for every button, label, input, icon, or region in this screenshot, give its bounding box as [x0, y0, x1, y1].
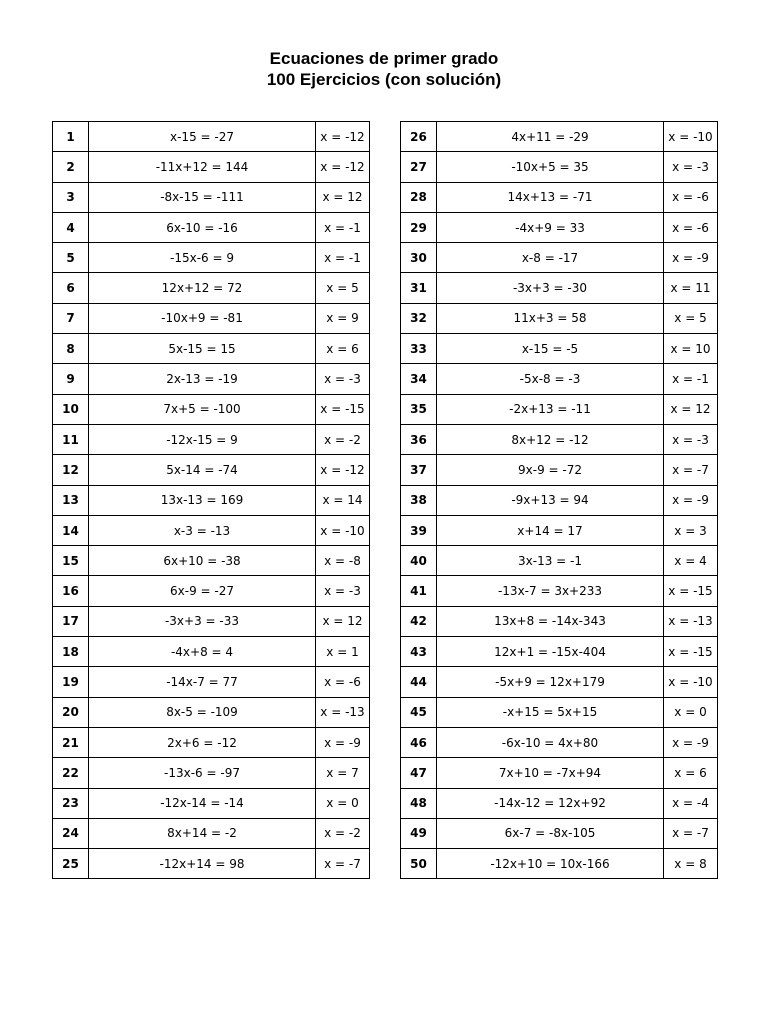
exercise-equation: -2x+13 = -11 [437, 394, 664, 424]
exercise-solution: x = 8 [664, 849, 718, 879]
exercise-number: 18 [53, 637, 89, 667]
exercise-equation: 8x-5 = -109 [89, 697, 316, 727]
exercise-equation: 6x+10 = -38 [89, 546, 316, 576]
exercise-equation: 2x-13 = -19 [89, 364, 316, 394]
exercise-solution: x = 6 [316, 334, 370, 364]
exercise-row [401, 697, 718, 727]
exercise-solution: x = -3 [664, 424, 718, 454]
exercise-solution: x = -1 [316, 212, 370, 242]
exercise-solution: x = -7 [316, 849, 370, 879]
exercise-number: 33 [401, 334, 437, 364]
exercise-row [53, 727, 370, 757]
exercise-table-right [400, 121, 718, 879]
exercise-equation: -12x-14 = -14 [89, 788, 316, 818]
exercise-number: 20 [53, 697, 89, 727]
exercise-number: 12 [53, 455, 89, 485]
exercise-number: 21 [53, 727, 89, 757]
exercise-row [53, 455, 370, 485]
exercise-solution: x = 9 [316, 303, 370, 333]
exercise-number: 10 [53, 394, 89, 424]
exercise-equation: 6x-7 = -8x-105 [437, 818, 664, 848]
exercise-solution: x = -7 [664, 818, 718, 848]
exercise-number: 37 [401, 455, 437, 485]
exercise-number: 19 [53, 667, 89, 697]
exercise-number: 23 [53, 788, 89, 818]
exercise-row [53, 212, 370, 242]
exercise-solution: x = -9 [664, 485, 718, 515]
exercise-equation: 13x-13 = 169 [89, 485, 316, 515]
exercise-solution: x = 5 [664, 303, 718, 333]
exercise-row [53, 303, 370, 333]
exercise-number: 14 [53, 515, 89, 545]
exercise-number: 30 [401, 243, 437, 273]
exercise-solution: x = -9 [664, 727, 718, 757]
exercise-number: 44 [401, 667, 437, 697]
exercise-table-body [401, 122, 718, 879]
exercise-equation: 7x+10 = -7x+94 [437, 758, 664, 788]
title-line-1: Ecuaciones de primer grado [269, 49, 499, 68]
exercise-equation: 5x-15 = 15 [89, 334, 316, 364]
exercise-equation: 2x+6 = -12 [89, 727, 316, 757]
exercise-number: 17 [53, 606, 89, 636]
exercise-equation: 8x+14 = -2 [89, 818, 316, 848]
exercise-number: 46 [401, 727, 437, 757]
exercise-solution: x = -3 [316, 576, 370, 606]
exercise-equation: 5x-14 = -74 [89, 455, 316, 485]
exercise-number: 8 [53, 334, 89, 364]
exercise-solution: x = 3 [664, 515, 718, 545]
exercise-number: 13 [53, 485, 89, 515]
exercise-row [401, 849, 718, 879]
exercise-table-left [52, 121, 370, 879]
exercise-row [401, 485, 718, 515]
exercise-equation: -14x-12 = 12x+92 [437, 788, 664, 818]
exercise-row [401, 455, 718, 485]
exercise-solution: x = -8 [316, 546, 370, 576]
exercise-equation: 13x+8 = -14x-343 [437, 606, 664, 636]
exercise-number: 29 [401, 212, 437, 242]
exercise-number: 26 [401, 122, 437, 152]
exercise-row [401, 606, 718, 636]
exercise-number: 40 [401, 546, 437, 576]
exercise-solution: x = 4 [664, 546, 718, 576]
exercise-number: 15 [53, 546, 89, 576]
exercise-equation: -12x+10 = 10x-166 [437, 849, 664, 879]
exercise-equation: x-15 = -5 [437, 334, 664, 364]
exercise-solution: x = -1 [664, 364, 718, 394]
exercise-equation: -12x+14 = 98 [89, 849, 316, 879]
exercise-row [401, 788, 718, 818]
exercise-row [53, 424, 370, 454]
exercise-equation: -5x+9 = 12x+179 [437, 667, 664, 697]
exercise-solution: x = 12 [316, 182, 370, 212]
exercise-equation: -x+15 = 5x+15 [437, 697, 664, 727]
exercise-row [401, 667, 718, 697]
exercise-number: 1 [53, 122, 89, 152]
exercise-number: 42 [401, 606, 437, 636]
exercise-equation: 11x+3 = 58 [437, 303, 664, 333]
exercise-solution: x = -3 [316, 364, 370, 394]
exercise-solution: x = -10 [316, 515, 370, 545]
exercise-equation: -3x+3 = -33 [89, 606, 316, 636]
exercise-equation: -11x+12 = 144 [89, 152, 316, 182]
exercise-number: 16 [53, 576, 89, 606]
exercise-equation: -15x-6 = 9 [89, 243, 316, 273]
exercise-row [53, 334, 370, 364]
exercise-number: 6 [53, 273, 89, 303]
exercise-row [401, 364, 718, 394]
exercise-equation: 9x-9 = -72 [437, 455, 664, 485]
exercise-row [401, 758, 718, 788]
exercise-solution: x = 1 [316, 637, 370, 667]
exercise-row [53, 667, 370, 697]
exercise-solution: x = -12 [316, 152, 370, 182]
exercise-equation: -10x+9 = -81 [89, 303, 316, 333]
exercise-row [53, 152, 370, 182]
exercise-number: 4 [53, 212, 89, 242]
exercise-row [401, 152, 718, 182]
exercise-solution: x = -7 [664, 455, 718, 485]
exercise-solution: x = -15 [664, 637, 718, 667]
exercise-row [53, 243, 370, 273]
exercise-number: 9 [53, 364, 89, 394]
exercise-solution: x = 12 [664, 394, 718, 424]
exercise-number: 36 [401, 424, 437, 454]
exercise-number: 2 [53, 152, 89, 182]
exercise-equation: -8x-15 = -111 [89, 182, 316, 212]
exercise-solution: x = -13 [664, 606, 718, 636]
exercise-row [53, 758, 370, 788]
exercise-equation: -3x+3 = -30 [437, 273, 664, 303]
page-title [0, 48, 768, 90]
exercise-solution: x = 11 [664, 273, 718, 303]
exercise-row [401, 818, 718, 848]
exercise-solution: x = 7 [316, 758, 370, 788]
exercise-solution: x = -10 [664, 667, 718, 697]
exercise-equation: x+14 = 17 [437, 515, 664, 545]
exercise-number: 39 [401, 515, 437, 545]
exercise-equation: 4x+11 = -29 [437, 122, 664, 152]
exercise-number: 45 [401, 697, 437, 727]
exercise-solution: x = -9 [316, 727, 370, 757]
exercise-equation: -4x+9 = 33 [437, 212, 664, 242]
exercise-solution: x = -6 [664, 182, 718, 212]
exercise-solution: x = 12 [316, 606, 370, 636]
exercise-row [401, 515, 718, 545]
exercise-row [53, 182, 370, 212]
exercise-solution: x = -10 [664, 122, 718, 152]
exercise-row [53, 546, 370, 576]
exercise-solution: x = 10 [664, 334, 718, 364]
exercise-row [53, 394, 370, 424]
exercise-number: 38 [401, 485, 437, 515]
exercise-number: 49 [401, 818, 437, 848]
exercise-solution: x = 0 [316, 788, 370, 818]
exercise-equation: 6x-10 = -16 [89, 212, 316, 242]
exercise-equation: 6x-9 = -27 [89, 576, 316, 606]
exercise-equation: 3x-13 = -1 [437, 546, 664, 576]
exercise-number: 3 [53, 182, 89, 212]
exercise-solution: x = -6 [316, 667, 370, 697]
exercise-number: 27 [401, 152, 437, 182]
exercise-row [53, 122, 370, 152]
exercise-solution: x = -4 [664, 788, 718, 818]
exercise-number: 24 [53, 818, 89, 848]
exercise-row [401, 182, 718, 212]
exercise-equation: 8x+12 = -12 [437, 424, 664, 454]
exercise-solution: x = 0 [664, 697, 718, 727]
exercise-solution: x = -12 [316, 122, 370, 152]
exercise-table-body [53, 122, 370, 879]
exercise-row [401, 424, 718, 454]
exercise-number: 34 [401, 364, 437, 394]
exercise-equation: -4x+8 = 4 [89, 637, 316, 667]
exercise-row [401, 243, 718, 273]
exercise-row [401, 334, 718, 364]
exercise-row [401, 273, 718, 303]
exercise-row [53, 788, 370, 818]
exercise-number: 31 [401, 273, 437, 303]
exercise-row [53, 515, 370, 545]
exercise-number: 47 [401, 758, 437, 788]
title-line-2: 100 Ejercicios (con solución) [266, 70, 502, 89]
exercise-equation: -12x-15 = 9 [89, 424, 316, 454]
exercise-solution: x = -9 [664, 243, 718, 273]
exercise-solution: x = -1 [316, 243, 370, 273]
exercise-row [401, 546, 718, 576]
exercise-solution: x = -13 [316, 697, 370, 727]
exercise-solution: x = -3 [664, 152, 718, 182]
exercise-row [53, 576, 370, 606]
exercise-solution: x = -6 [664, 212, 718, 242]
exercise-solution: x = -2 [316, 818, 370, 848]
exercise-row [401, 727, 718, 757]
exercise-row [53, 637, 370, 667]
exercise-solution: x = 14 [316, 485, 370, 515]
exercise-equation: 14x+13 = -71 [437, 182, 664, 212]
exercise-equation: x-8 = -17 [437, 243, 664, 273]
exercise-equation: -6x-10 = 4x+80 [437, 727, 664, 757]
exercise-row [53, 697, 370, 727]
exercise-number: 11 [53, 424, 89, 454]
exercise-equation: -10x+5 = 35 [437, 152, 664, 182]
exercise-equation: x-3 = -13 [89, 515, 316, 545]
exercise-row [401, 394, 718, 424]
exercise-equation: -13x-7 = 3x+233 [437, 576, 664, 606]
exercise-solution: x = -12 [316, 455, 370, 485]
exercise-equation: 12x+12 = 72 [89, 273, 316, 303]
exercise-number: 50 [401, 849, 437, 879]
exercise-row [53, 364, 370, 394]
exercise-number: 7 [53, 303, 89, 333]
exercise-equation: 7x+5 = -100 [89, 394, 316, 424]
exercise-row [53, 606, 370, 636]
exercise-number: 41 [401, 576, 437, 606]
exercise-number: 22 [53, 758, 89, 788]
exercise-number: 32 [401, 303, 437, 333]
exercise-equation: -14x-7 = 77 [89, 667, 316, 697]
exercise-solution: x = -15 [664, 576, 718, 606]
exercise-equation: 12x+1 = -15x-404 [437, 637, 664, 667]
exercise-number: 28 [401, 182, 437, 212]
exercise-row [53, 818, 370, 848]
exercise-number: 5 [53, 243, 89, 273]
exercise-row [401, 212, 718, 242]
exercise-solution: x = 6 [664, 758, 718, 788]
exercise-equation: -9x+13 = 94 [437, 485, 664, 515]
exercise-row [401, 303, 718, 333]
exercise-row [53, 273, 370, 303]
exercise-equation: x-15 = -27 [89, 122, 316, 152]
exercise-number: 35 [401, 394, 437, 424]
exercise-number: 48 [401, 788, 437, 818]
exercise-row [53, 485, 370, 515]
exercise-solution: x = -2 [316, 424, 370, 454]
exercise-equation: -13x-6 = -97 [89, 758, 316, 788]
exercise-solution: x = -15 [316, 394, 370, 424]
exercise-row [401, 637, 718, 667]
exercise-row [401, 576, 718, 606]
exercise-equation: -5x-8 = -3 [437, 364, 664, 394]
exercise-number: 43 [401, 637, 437, 667]
exercise-number: 25 [53, 849, 89, 879]
exercise-row [53, 849, 370, 879]
exercise-row [401, 122, 718, 152]
exercise-solution: x = 5 [316, 273, 370, 303]
